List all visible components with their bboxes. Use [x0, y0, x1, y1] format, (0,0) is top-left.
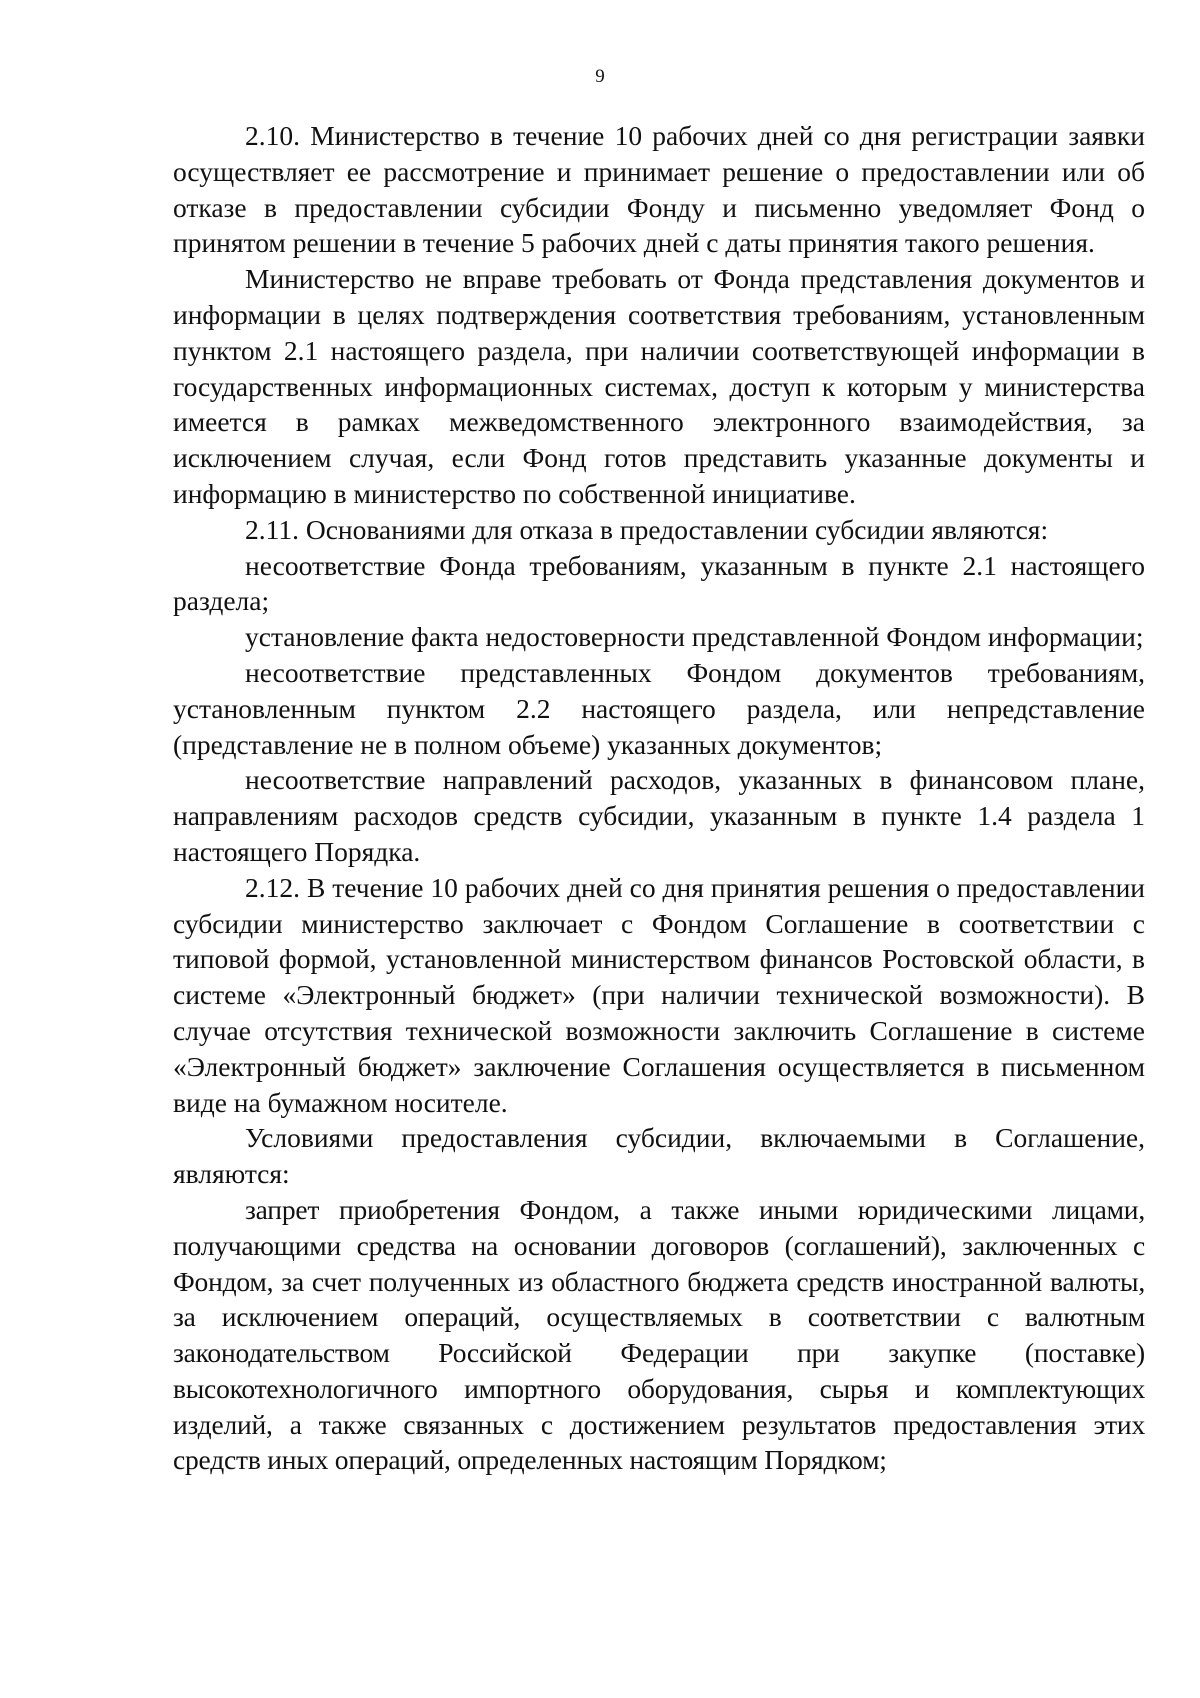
refusal-reason-2: установление факта недостоверности представленной Фондом информации; [245, 621, 1144, 653]
paragraph-2-11: 2.11. Основаниями для отказа в предоставлении субсидии являются: [245, 513, 1049, 545]
condition-currency-ban: запрет приобретения Фондом, а также иными юридическими лицами, получающими средства на основании договоров (соглашений), заключенных с Фондом, за счет полученных из областного бюджета средств иностранной валюты, за исключением операций, осуществляемых в соответствии с валютным законодательством Российской Федерации при закупке (поставке) высокотехнологичного импортного оборудования, сырья и комплектующих изделий, а также связанных с достижением результатов предоставления этих средств иных операций, определенных настоящим Порядком; [173, 1193, 1145, 1476]
refusal-reason-3: несоответствие представленных Фондом документов требованиям, установленным пунктом 2.2 настоящего раздела, или непредставление (представление не в полном объеме) указанных документов; [173, 656, 1145, 760]
page-number: 9 [595, 66, 605, 87]
refusal-reason-4: несоответствие направлений расходов, указанных в финансовом плане, направлениям расходов средств субсидии, указанным в пункте 1.4 раздела 1 настоящего Порядка. [173, 764, 1145, 867]
document-body [173, 118, 1145, 1478]
paragraph-ministry-rights: Министерство не вправе требовать от Фонда представления документов и информации в целях подтверждения соответствия требованиям, установленным пунктом 2.1 настоящего раздела, при наличии соответствующей информации в государственных информационных системах, доступ к которым у министерства имеется в рамках межведомственного электронного взаимодействия, за исключением случая, если Фонд готов представить указанные документы и информацию в министерство по собственной инициативе. [173, 263, 1145, 509]
refusal-reason-1: несоответствие Фонда требованиям, указанным в пункте 2.1 настоящего раздела; [173, 549, 1145, 617]
paragraph-2-10: 2.10. Министерство в течение 10 рабочих дней со дня регистрации заявки осуществляет ее рассмотрение и принимает решение о предоставлении или об отказе в предоставлении субсидии Фонду и письменно уведомляет Фонд о принятом решении в течение 5 рабочих дней с даты принятия такого решения. [173, 120, 1145, 259]
paragraph-2-12: 2.12. В течение 10 рабочих дней со дня принятия решения о предоставлении субсидии министерство заключает с Фондом Соглашение в соответствии с типовой формой, установленной министерством финансов Ростовской области, в системе «Электронный бюджет» (при наличии технической возможности). В случае отсутствия технической возможности заключить Соглашение в системе «Электронный бюджет» заключение Соглашения осуществляется в письменном виде на бумажном носителе. [173, 871, 1145, 1118]
paragraph-conditions-intro: Условиями предоставления субсидии, включаемыми в Соглашение, являются: [173, 1122, 1145, 1190]
